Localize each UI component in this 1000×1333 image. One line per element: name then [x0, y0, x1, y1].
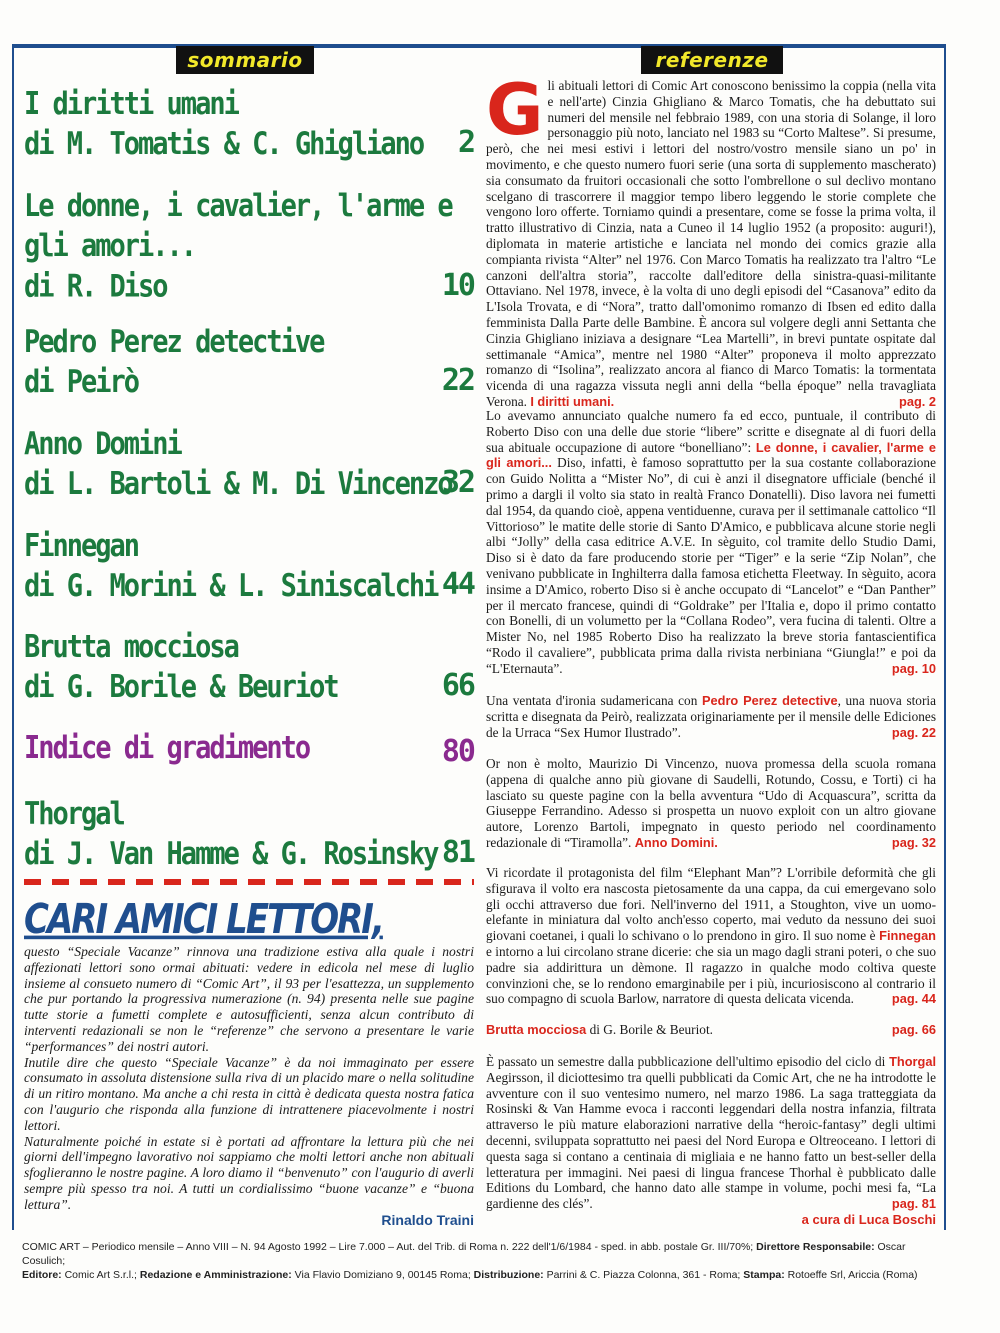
ref-body: li abituali lettori di Comic Art conoscono benissimo la coppia (nella vita e nell'arte) Cinzia Ghigliano & Marco Tomatis, che ha debuttato sui numeri del mensile nel febbraio 1989, con una storia di Solange, il loro personaggio più noto, lanciato nel 1983 su “Corto Maltese”. Si presume, però, che nei mesi estivi i lettori del nostro/vostro mensile siano un po' in movimento, e che questo numero fuori serie (una sorta di supplemento mascherato) sia consumato da fruitori occasionali che sotto l'ombrellone o sul declivo montano scelgano di trascorrere il maggior tempo libero leggendo le storie complete che vengono loro offerte. Torniamo quindi a presentare, come se fosse la prima volta, il tratto illustrativo di Cinzia, nata a Cuneo il 14 luglio 1952 (a proposito: auguri!), diplomata in materie artistiche e lanciata nel mondo dei comics grazie alla compianta rivista “Alter” nel 1976. Con Marco Tomatis ha realizzato tra l'altro “Le canzoni dell'altra storia”, raccolte dall'editore della sinistra-quasi-militante Ottaviano. Nel 1978, invece, è la volta di uno degli episodi del “Casanova” edito da L'Isola Trovata, e di “Nora”, tratto dall'omonimo romanzo di Ibsen ed edito dalla femminista Dalla Parte delle Bambine. È ancora sul volgere degli anni Settanta che Cinzia Ghigliano iniziava a designare “Lea Martelli”, in brevi puntate ospitate dal settimanale “Amica”, mentre nel 1980 “Alter” proponeva il molto apprezzato romanzo di “Isolina”, realizzato ancora al fianco di Marco Tomatis: la tormentata vicenda di una ragazza vissuta negli anni della “bella époque” nella travagliata Verona.: [486, 78, 936, 409]
colophon-value: Via Flavio Domiziano 9, 00145 Roma;: [291, 1269, 474, 1281]
ref-story-link[interactable]: I diritti umani.: [530, 393, 615, 409]
editorial-heading: CARI AMICI LETTORI,: [24, 896, 383, 944]
toc-title: Finnegan di G. Morini & L. Siniscalchi: [24, 528, 438, 605]
ref-text: [486, 1054, 936, 1212]
dashed-divider: [24, 879, 474, 885]
toc-title: Brutta mocciosa di G. Borile & Beuriot: [24, 629, 338, 706]
toc-title: Le donne, i cavalier, l'arme e gli amori... di R. Diso: [24, 188, 452, 305]
ref-page-link[interactable]: pag. 22: [891, 724, 936, 740]
editorial-paragraph: questo “Speciale Vacanze” rinnova una tradizione estiva alla quale i nostri affezionati lettori sono ormai abituati: vedere in edicola nel mese di luglio insieme al consueto numero di “Comic Art”, il 93 per l'esattezza, un supplemento che pur portando la progressiva numerazione (n. 94) presenta nelle sue pagine tutte storie a fumetti complete e autosufficienti, senza alcun contributo di interventi redazionali se non le “referenze” che servono a presentare le varie “performances” dei nostri autori.: [24, 944, 474, 1054]
ref-body-after: e intorno a lui circolano strane dicerie: che sia un mago dagli strani poteri, o che suo padre sia addirittura un dèmone. Il ragazzo in qualche modo coltiva queste convinzioni che, se lo rendono emarginabile per i più, incuriosiscono al contrario il suo compagno di scuola Barlow, narratore di questa delicata vicenda.: [486, 943, 936, 1007]
toc-page-number: 44: [441, 567, 474, 602]
ref-body-after: , una nuova storia scritta e disegnata da Peirò, realizzata originariamente per il mensile delle Ediciones de la Urraca “Sex Humor Ilustrado”.: [486, 693, 936, 740]
toc-item-brutta-mocciosa[interactable]: [24, 627, 474, 706]
ref-pedro-perez: [486, 693, 936, 740]
ref-thorgal: [486, 1054, 936, 1212]
ref-body-after: Diso, infatti, è famoso soprattutto per la sua costante collaborazione con Guido Nolitta a “Mister No”, di cui è anzi il disegnatore ufficiale (benché il primo a dargli il volto sia stato in realtà Franco Donatelli). Diso lavora nei fumetti dal 1954, da quando cioè, appena ventiduenne, curava per il settimanale cattolico “Il Vittorioso” le matite delle storie di Santo D'Amico, e pubblicava alcune storie negli albi “Jolly” della casa editrice A.V.E. In sèguito, col tramite dello Studio Dami, Diso si è dato da fare producendo storie per “Tiger” e la serie “Zip Nolan”, che venivano pubblicate in Inghilterra dalla famosa etichetta Fleetway. In sèguito, acora insime a D'Amico, roberto Diso si è anche occupato di “Lancelot” e “Dan Panther” per il mercato francese, quindi di “Goldrake” per l'Italia e, dopo il primo contatto con Bonelli, di un volumetto per la “Collana Rodeo”, vera fucina di talenti. Oltre a Mister No, nel 1985 Roberto Diso ha realizzato la breve storia fantascientifica “Rodo il cavaliere”, pubblicata prima dalla rivista nerbiniana “Giungla!” e poi da “L'Eternauta”.: [486, 455, 936, 676]
ref-diritti-umani: [486, 69, 936, 410]
ref-page-link[interactable]: pag. 2: [899, 393, 936, 409]
toc-page-number: 10: [441, 268, 474, 303]
editorial-paragraph: Naturalmente poiché in estate si è portati ad affrontare la lettura più che nei giorni dell'impegno lavorativo noi sappiamo che molti lettori anche non abituali sfoglieranno le nostre pagine. A loro diamo il “benvenuto” con l'augurio di averli sempre più spesso tra noi. A tutti un cordialissimo “buone vacanze” e “buona lettura”.: [24, 1133, 474, 1212]
ref-page-link[interactable]: pag. 44: [891, 991, 936, 1007]
ref-body: Vi ricordate il protagonista del film “Elephant Man”? L'orribile deformità che gli sfigurava il volto era nascosta pietosamente da una cappa, da cui emergevano solo gli occhi attraverso due fori. Nell'inverno del 1911, a Stoughton, vive un uomo-elefante in miniatura dal volto anch'esso coperto, mai veduto da nessuno dei suoi giovani coetanei, i quali lo schivano o lo prendono in giro. Il suo nome è: [486, 865, 936, 944]
colophon-value: Rotoeffe Srl, Ariccia (Roma): [784, 1269, 918, 1281]
toc-item-pedro-perez[interactable]: [24, 322, 474, 401]
ref-body: Una ventata d'ironia sudamericana con: [486, 693, 702, 708]
ref-story-link[interactable]: Le donne, i cavalier, l'arme e gli amori...: [486, 439, 936, 471]
toc-item-diritti-umani[interactable]: [24, 84, 474, 163]
colophon-value: Oscar Cosulich;: [22, 1241, 906, 1267]
ref-body: Or non è molto, Maurizio Di Vincenzo, nuova promessa della scuola romana (appena di qualche anno più giovane di Saudelli, Rotundo, Cossu, e Torti) ci ha lasciato su queste pagine con la bella avventura “Udo di Acquascura”, scritta da Giuseppe Ferrandino. Adesso si prospetta un nuovo exploit con un altro giovane autore, Lorenzo Bartoli, impegnato in questo periodo nel coordinamento redazionale di “Tiramolla”.: [486, 756, 936, 850]
toc-page-number: 32: [441, 465, 474, 500]
ref-text: [486, 408, 936, 677]
ref-page-link[interactable]: pag. 32: [891, 834, 936, 850]
colophon-publication: COMIC ART – Periodico mensile – Anno VIII – N. 94 Agosto 1992 – Lire 7.000 – Aut. del Trib. di Roma n. 222 dell'1/6/1984 - sped. in abb. postale Gr. III/70%;: [22, 1241, 757, 1253]
ref-story-link[interactable]: Pedro Perez detective: [701, 693, 838, 708]
toc-item-finnegan[interactable]: [24, 526, 474, 605]
ref-text: [486, 865, 936, 1007]
toc-item-indice-gradimento[interactable]: [24, 728, 474, 769]
toc-title: Indice di gradimento: [24, 730, 310, 766]
ref-story-link[interactable]: Anno Domini.: [634, 834, 718, 850]
ref-text: [486, 69, 936, 410]
toc-item-le-donne[interactable]: [24, 186, 474, 305]
ref-text: [486, 693, 936, 740]
toc-page-number: 2: [457, 125, 474, 160]
toc-page-number: 22: [441, 363, 474, 398]
ref-page-link[interactable]: pag. 66: [891, 1022, 936, 1037]
ref-brutta-mocciosa: [486, 1022, 936, 1038]
colophon-label: Distribuzione:: [473, 1269, 544, 1281]
ref-story-link[interactable]: Thorgal: [889, 1054, 936, 1069]
colophon: [22, 1240, 942, 1282]
ref-body-after: Aegirsson, il diciottesimo tra quelli pubblicati da Comic Art, che ne ha introdotte le avventure con il suo ventesimo numero, nel marzo 1986. La saga tratteggiata da Rosinski & Van Hamme evoca i racconti leggendari della nostra infanzia, filtrata attraverso le più mature elaborazioni narrative della “heroic-fantasy” degli ultimi decenni, sviluppata soprattutto nei paesi del Nord Europa e Oltreoceano. I lettori di questa saga si contano a centinaia di migliaia e ne hanno fatto un best-seller della letteratura per immagini. Nei paesi di lingua francese Thorhal è pubblicato dalle Editions du Lombard, che hanno dato alle stampe in volume, pochi mesi fa, “La gardienne des clés”.: [486, 1069, 936, 1212]
drop-cap: G: [486, 69, 544, 151]
toc-title: Thorgal di J. Van Hamme & G. Rosinsky: [24, 796, 438, 873]
referenze-credit: a cura di Luca Boschi: [801, 1212, 936, 1227]
colophon-label: Editore:: [22, 1269, 62, 1281]
ref-le-donne: [486, 408, 936, 677]
ref-finnegan: [486, 865, 936, 1007]
colophon-label: Stampa:: [743, 1269, 785, 1281]
ref-body: È passato un semestre dalla pubblicazione dell'ultimo episodio del ciclo di: [486, 1054, 890, 1069]
ref-page-link[interactable]: pag. 10: [891, 660, 936, 676]
toc-page-number: 80: [441, 734, 474, 769]
toc-item-thorgal[interactable]: [24, 794, 474, 873]
toc-page-number: 81: [441, 835, 474, 870]
editorial-text: [24, 944, 474, 1213]
referenze-header: referenze: [641, 46, 783, 74]
ref-text: [486, 1022, 936, 1038]
toc-title: I diritti umani di M. Tomatis & C. Ghigliano: [24, 86, 424, 163]
ref-story-link[interactable]: Finnegan: [879, 928, 936, 944]
toc-title: Pedro Perez detective di Peirò: [24, 324, 324, 401]
ref-anno-domini: [486, 756, 936, 851]
ref-page-link[interactable]: pag. 81: [891, 1196, 936, 1212]
colophon-label: Redazione e Amministrazione:: [139, 1269, 292, 1281]
editorial-paragraph: Inutile dire che questo “Speciale Vacanze” è da noi immaginato per essere consumato in assoluta distensione sulla riva di un placido mare o nella solitudine di un ritiro montano. Ma anche a chi resta in città è dedicata questa nostra fatica con l'augurio che risponda alla funzione di intrattenere piacevolmente i nostri lettori.: [24, 1054, 474, 1133]
colophon-label: Direttore Responsabile:: [756, 1241, 875, 1253]
toc-title: Anno Domini di L. Bartoli & M. Di Vincenzo: [24, 426, 452, 503]
sommario-header: sommario: [176, 46, 314, 74]
ref-body: Lo avevamo annunciato qualche numero fa ed ecco, puntuale, il contributo di Roberto Diso con una delle due storie “libere” scritte e disegnate al di fuori della sua abituale occupazione di autore “bonelliano”:: [486, 408, 936, 455]
toc-item-anno-domini[interactable]: [24, 424, 474, 503]
ref-body-after: di G. Borile & Beuriot.: [586, 1022, 713, 1037]
editorial-signature: Rinaldo Traini: [381, 1212, 474, 1228]
toc-page-number: 66: [441, 668, 474, 703]
ref-story-link[interactable]: Brutta mocciosa: [486, 1022, 587, 1037]
colophon-value: Parrini & C. Piazza Colonna, 361 - Roma;: [543, 1269, 744, 1281]
ref-text: [486, 756, 936, 851]
colophon-value: Comic Art S.r.l.;: [61, 1269, 140, 1281]
